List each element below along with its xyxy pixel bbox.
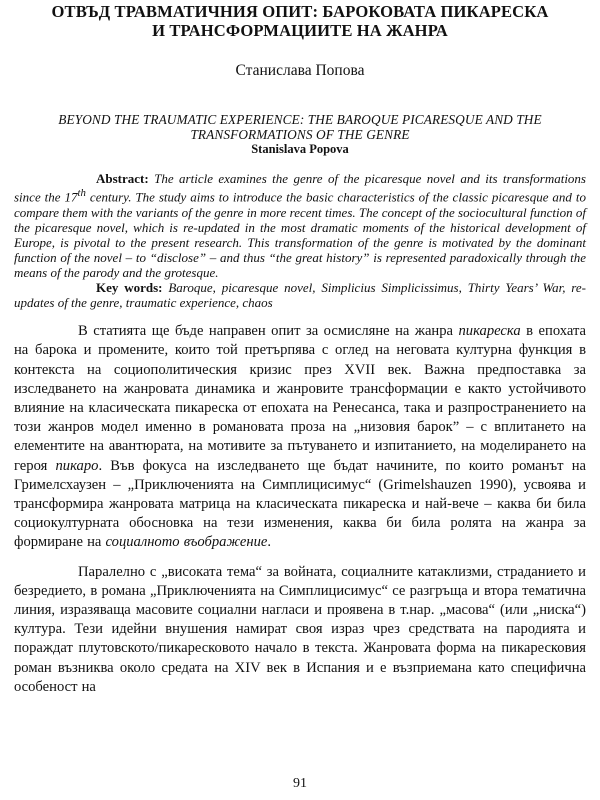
body-paragraph-1 bbox=[14, 322, 586, 552]
english-title-line-1: BEYOND THE TRAUMATIC EXPERIENCE: THE BAROQUE PICARESQUE AND THE bbox=[58, 112, 542, 127]
english-title bbox=[14, 112, 586, 142]
paragraph-1-text-a: В статията ще бъде направен опит за осмисляне на жанра bbox=[78, 323, 459, 340]
english-title-line-2: TRANSFORMATIONS OF THE GENRE bbox=[190, 127, 410, 142]
keywords-text: Baroque, picaresque novel, Simplicius Simplicissimus, Thirty Years’ War, re-updates of the genre, traumatic experience, chaos bbox=[14, 279, 586, 311]
paragraph-1-text-d: . bbox=[267, 534, 272, 551]
keywords bbox=[14, 280, 586, 310]
body-paragraph-2: Паралелно с „високата тема“ за войната, социалните катаклизми, страданието и безредието, в романа „Приключенията на Симплицисимус“ се разгръща и втора тематична линия, изразяваща масовите социални нагласи и проявена в т.нар. „масова“ (или „ниска“) култура. Тези идейни внушения намират своя израз чрез средствата на пародията и пораждат плутовското/пикаресковото начало в текста. Жанровата форма на пикаресковия роман възниква около средата на XIV век в Испания и е възприемана като специфична особеност на bbox=[14, 563, 586, 695]
article-title-line-2: И ТРАНСФОРМАЦИИТЕ НА ЖАНРА bbox=[152, 21, 448, 40]
page-number: 91 bbox=[293, 776, 307, 791]
english-author-name: Stanislava Popova bbox=[251, 142, 349, 156]
author-name: Станислава Попова bbox=[235, 62, 365, 79]
paragraph-1-text-b: в епохата на барока и промените, които той претърпява с оглед на неговата културна функция в контекста на социополитическия кризис през XVII век. Важна предпоставка за изследването на жанровата динамика и жанровите трансформации е както устойчивото влияние на класическата пикареска от епохата на Ренесанса, така и разпространението на този жанров модел именно в романовата проза на „низовия барок” – с вплитането на елементите на авантюрата, на мотивите за пътуването и изпитанието, на моделирането на героя bbox=[14, 323, 586, 474]
paragraph-1-emphasis-1: пикареска bbox=[458, 323, 521, 340]
paragraph-1-emphasis-2: пикаро bbox=[55, 457, 99, 474]
abstract-text-part-1: The article examines the genre of the picaresque novel and its transformations since the 17 bbox=[14, 171, 586, 205]
abstract bbox=[14, 171, 586, 280]
body-text bbox=[14, 322, 586, 697]
keywords-label: Key words: bbox=[96, 279, 163, 295]
article-title-line-1: ОТВЪД ТРАВМАТИЧНИЯ ОПИТ: БАРОКОВАТА ПИКАРЕСКА bbox=[51, 2, 549, 21]
paragraph-1-emphasis-3: социалното въображение bbox=[105, 534, 268, 551]
abstract-text-part-2: century. The study aims to introduce the basic characteristics of the classic picaresque and to compare them with the variants of the genre in more recent times. The concept of the sociocultural function of the picaresque novel, which is re-updated in the most dramatic moments of the historical development of Europe, is pivotal to the present research. This transformation of the genre is motivated by the dominant function of the novel – to “disclose” – and thus “the great history” is represented paradoxically through the means of the parody and the grotesque. bbox=[14, 189, 587, 280]
abstract-label: Abstract: bbox=[96, 171, 149, 186]
abstract-superscript: th bbox=[77, 187, 86, 200]
paragraph-1-text-c: . Във фокуса на изследването ще бъдат начините, по които романът на Гримелсхаузен – „Приключенията на Симплицисимус“ (Grimelshauzen 1990), усвоява и трансформира жанровата матрица на класическата пикареска и най-вече – каква би била социокултурната обосновка на тези изменения, каква би била ролята на жанра за формиране на bbox=[14, 457, 586, 551]
article-title bbox=[14, 0, 586, 40]
